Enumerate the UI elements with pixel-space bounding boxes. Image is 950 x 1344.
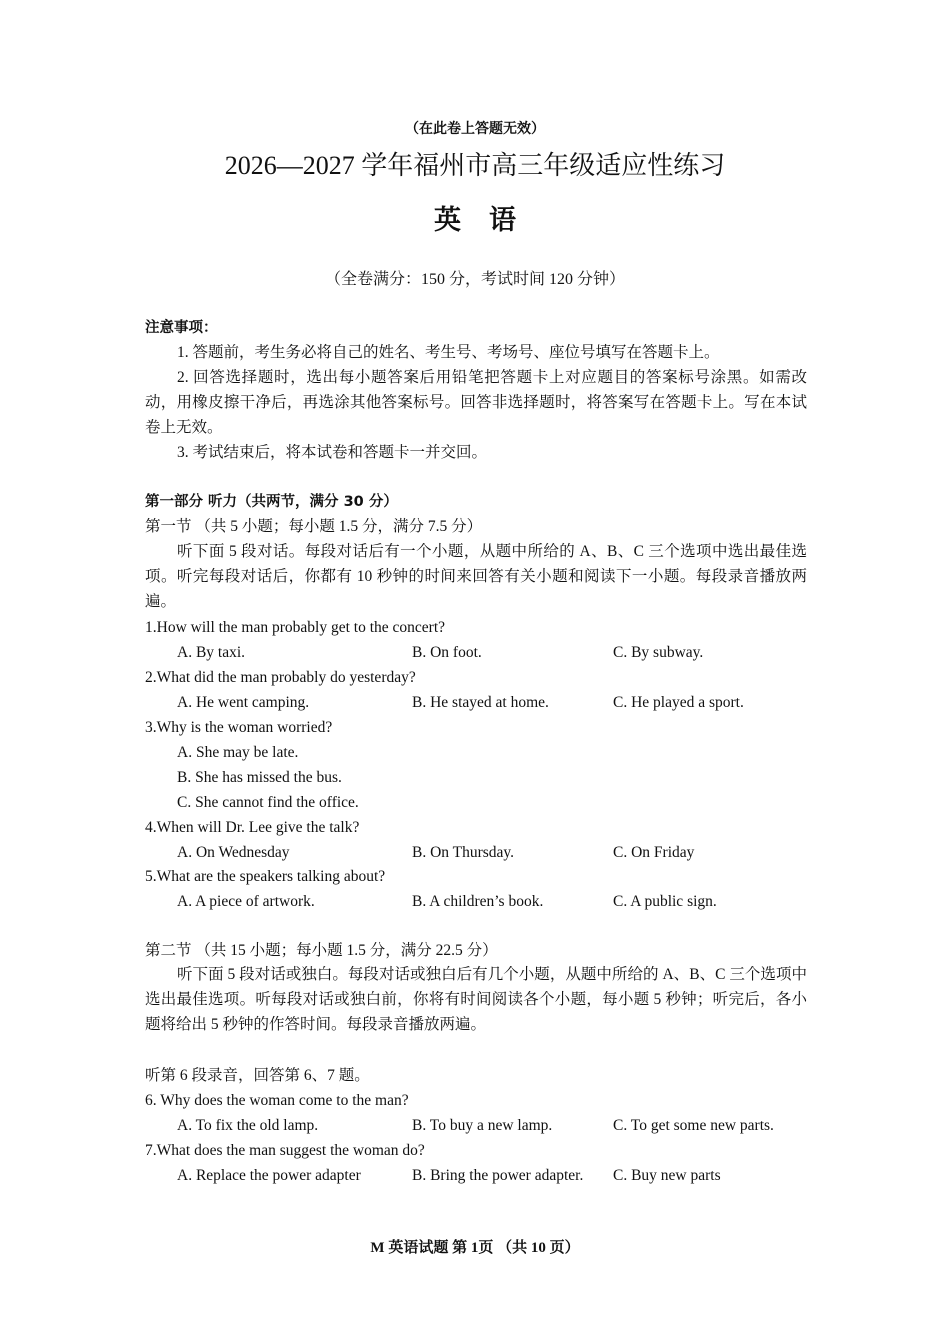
instructions-heading: 注意事项： <box>145 320 218 336</box>
question-stem: 5.What are the speakers talking about? <box>145 868 386 885</box>
option-b: B. To buy a new lamp. <box>412 1117 553 1134</box>
option-b: B. On Thursday. <box>412 844 515 861</box>
option-a: A. Replace the power adapter <box>177 1167 361 1184</box>
instruction-item-2: 2. 回答选择题时，选出每小题答案后用铅笔把答题卡上对应题目的答案标号涂黑。如需改动，用橡皮擦干净后，再选涂其他答案标号。回答非选择题时，将答案写在答题卡上。写在本试卷上无效。 <box>145 369 807 436</box>
question-stem: 1.How will the man probably get to the concert? <box>145 619 446 636</box>
instruction-item-3: 3. 考试结束后，将本试卷和答题卡一并交回。 <box>177 444 488 461</box>
option-a: A. To fix the old lamp. <box>177 1117 319 1134</box>
question-stem: 7.What does the man suggest the woman do? <box>145 1142 425 1159</box>
option-c: C. She cannot find the office. <box>177 794 359 811</box>
option-c: C. Buy new parts <box>613 1167 721 1184</box>
option-b: B. A children’s book. <box>412 893 544 910</box>
option-c: C. To get some new parts. <box>613 1117 774 1134</box>
option-a: A. She may be late. <box>177 744 299 761</box>
option-b: B. On foot. <box>412 644 482 661</box>
option-c: C. By subway. <box>613 644 704 661</box>
subject-title: 英语 <box>434 205 544 236</box>
section2-directions: 听下面 5 段对话或独白。每段对话或独白后有几个小题，从题中所给的 A、B、C 三个选项中选出最佳选项。听每段对话或独白前，你将有时间阅读各个小题，每小题 5 秒钟；听完后，各小题将给出 5 秒钟的作答时间。每段录音播放两遍。 <box>145 966 807 1033</box>
instruction-item-1: 1. 答题前，考生务必将自己的姓名、考生号、考场号、座位号填写在答题卡上。 <box>177 344 720 361</box>
option-a: A. He went camping. <box>177 694 310 711</box>
section1-heading: 第一节 （共 5 小题；每小题 1.5 分，满分 7.5 分） <box>145 518 483 535</box>
score-info: （全卷满分：150 分，考试时间 120 分钟） <box>324 271 625 288</box>
option-b: B. He stayed at home. <box>412 694 549 711</box>
option-b: B. Bring the power adapter. <box>412 1167 584 1184</box>
section2-heading: 第二节 （共 15 小题；每小题 1.5 分，满分 22.5 分） <box>145 942 498 959</box>
option-a: A. A piece of artwork. <box>177 893 315 910</box>
option-a: A. By taxi. <box>177 644 246 661</box>
section1-directions: 听下面 5 段对话。每段对话后有一个小题，从题中所给的 A、B、C 三个选项中选出最佳选项。听完每段对话后，你都有 10 秒钟的时间来回答有关小题和阅读下一小题。每段录音播放两遍。 <box>145 543 807 610</box>
option-c: C. On Friday <box>613 844 695 861</box>
exam-title: 2026—2027 学年福州市高三年级适应性练习 <box>224 151 726 180</box>
question-stem: 2.What did the man probably do yesterday? <box>145 669 416 686</box>
question-stem: 3.Why is the woman worried? <box>145 719 333 736</box>
invalid-answer-notice: （在此卷上答题无效） <box>405 121 545 137</box>
passage-6-instruction: 听第 6 段录音，回答第 6、7 题。 <box>145 1067 370 1084</box>
option-b: B. She has missed the bus. <box>177 769 342 786</box>
page-footer: M 英语试题 第 1页 （共 10 页） <box>370 1240 580 1256</box>
question-stem: 6. Why does the woman come to the man? <box>145 1092 409 1109</box>
part1-heading: 第一部分 听力（共两节，满分 30 分） <box>145 494 398 510</box>
question-stem: 4.When will Dr. Lee give the talk? <box>145 819 360 836</box>
option-c: C. He played a sport. <box>613 694 744 711</box>
option-a: A. On Wednesday <box>177 844 290 861</box>
option-c: C. A public sign. <box>613 893 717 910</box>
